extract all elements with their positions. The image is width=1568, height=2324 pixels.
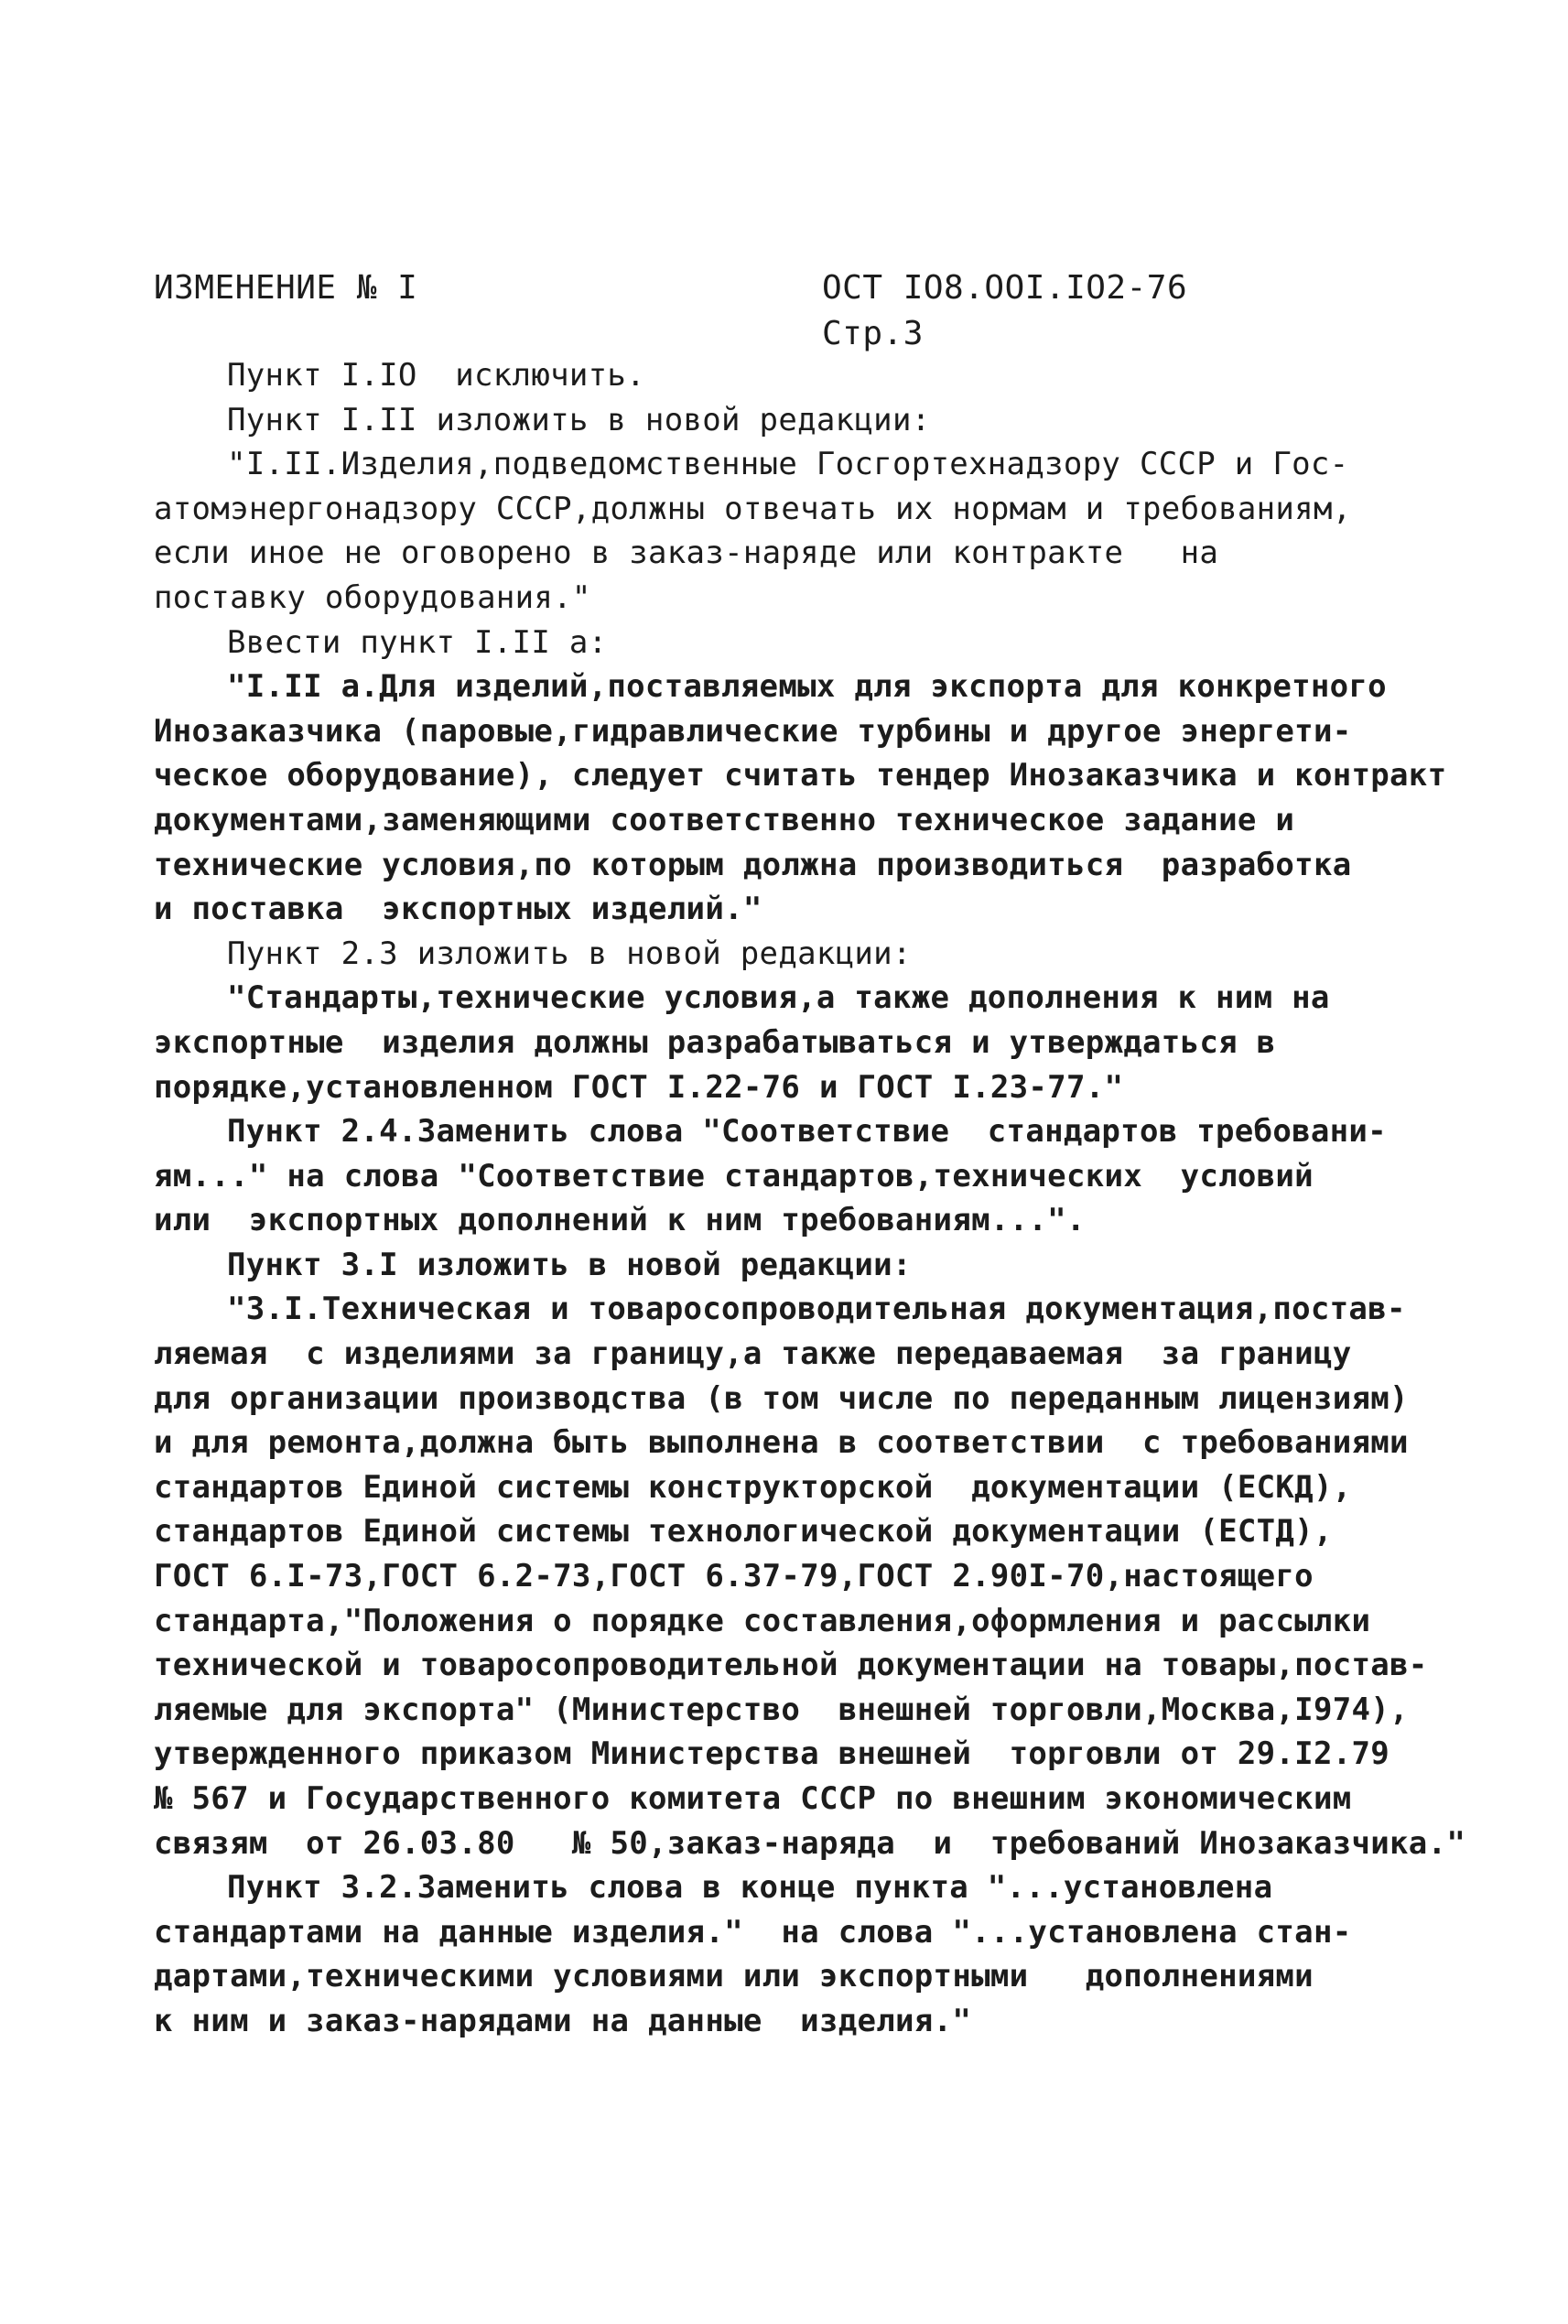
text-line: поставку оборудования.": [154, 578, 591, 616]
text-line: Пункт 2.4.Заменить слова "Соответствие стандартов требовани-: [227, 1113, 1387, 1151]
text-line: если иное не оговорено в заказ-наряде или контракте на: [154, 535, 1219, 572]
text-line: ческое оборудование), следует считать тендер Инозаказчика и контракт: [154, 757, 1447, 794]
standard-and-page-number: ОСТ IO8.OOI.IO2-76 Стр.3: [822, 269, 1188, 352]
text-line: стандартов Единой системы технологической документации (ЕСТД),: [154, 1513, 1333, 1551]
text-line: стандартов Единой системы конструкторской документации (ЕСКД),: [154, 1468, 1352, 1506]
text-line: "3.I.Техническая и товаросопроводительная документация,постав-: [227, 1291, 1406, 1328]
text-line: для организации производства (в том числе по переданным лицензиям): [154, 1379, 1409, 1417]
text-line: ляемая с изделиями за границу,а также передаваемая за границу: [154, 1335, 1352, 1373]
text-line: связям от 26.03.80 № 50,заказ-наряда и требований Инозаказчика.": [154, 1824, 1466, 1862]
text-line: стандартами на данные изделия." на слова "...установлена стан-: [154, 1913, 1352, 1951]
text-line: экспортные изделия должны разрабатываться и утверждаться в: [154, 1023, 1276, 1061]
text-line: технические условия,по которым должна производиться разработка: [154, 846, 1352, 883]
text-line: ляемые для экспорта" (Министерство внешней торговли,Москва,I974),: [154, 1691, 1409, 1728]
text-line: Ввести пункт I.II а:: [227, 623, 608, 661]
page-header: [154, 265, 1298, 352]
text-line: к ним и заказ-нарядами на данные изделия.": [154, 2002, 972, 2039]
text-line: и поставка экспортных изделий.": [154, 891, 762, 928]
text-line: Пункт I.II изложить в новой редакции:: [227, 401, 931, 438]
document-body: [154, 353, 1466, 2044]
change-number: ИЗМЕНЕНИЕ № I: [154, 269, 418, 307]
text-line: дартами,техническими условиями или экспортными дополнениями: [154, 1958, 1314, 1995]
text-line: Пункт 3.2.Заменить слова в конце пункта "...установлена: [227, 1869, 1273, 1907]
text-line: "I.II а.Для изделий,поставляемых для экспорта для конкретного: [227, 668, 1387, 706]
text-line: Инозаказчика (паровые,гидравлические турбины и другое энергети-: [154, 712, 1352, 750]
text-line: порядке,установленном ГОСТ I.22-76 и ГОСТ I.23-77.": [154, 1068, 1124, 1106]
text-line: утвержденного приказом Министерства внешней торговли от 29.I2.79: [154, 1735, 1390, 1773]
text-line: Пункт 3.I изложить в новой редакции:: [227, 1246, 912, 1283]
text-line: "Стандарты,технические условия,а также дополнения к ним на: [227, 979, 1330, 1017]
text-line: или экспортных дополнений к ним требованиям...".: [154, 1202, 1086, 1239]
text-line: технической и товаросопроводительной документации на товары,постав-: [154, 1647, 1428, 1684]
text-line: Пункт I.IO исключить.: [227, 357, 645, 394]
text-line: стандарта,"Положения о порядке составления,оформления и рассылки: [154, 1602, 1371, 1639]
text-line: Пункт 2.3 изложить в новой редакции:: [227, 935, 912, 972]
text-line: и для ремонта,должна быть выполнена в соответствии с требованиями: [154, 1424, 1409, 1462]
text-line: документами,заменяющими соответственно техническое задание и: [154, 801, 1295, 838]
text-line: атомэнергонадзору СССР,должны отвечать их нормам и требованиям,: [154, 490, 1352, 527]
text-line: ГОСТ 6.I-73,ГОСТ 6.2-73,ГОСТ 6.37-79,ГОСТ 2.90I-70,настоящего: [154, 1558, 1314, 1595]
text-line: "I.II.Изделия,подведомственные Госгортехнадзору СССР и Гос-: [227, 446, 1349, 483]
text-line: ям..." на слова "Соответствие стандартов,технических условий: [154, 1157, 1314, 1194]
text-line: № 567 и Государственного комитета СССР по внешним экономическим: [154, 1780, 1352, 1817]
